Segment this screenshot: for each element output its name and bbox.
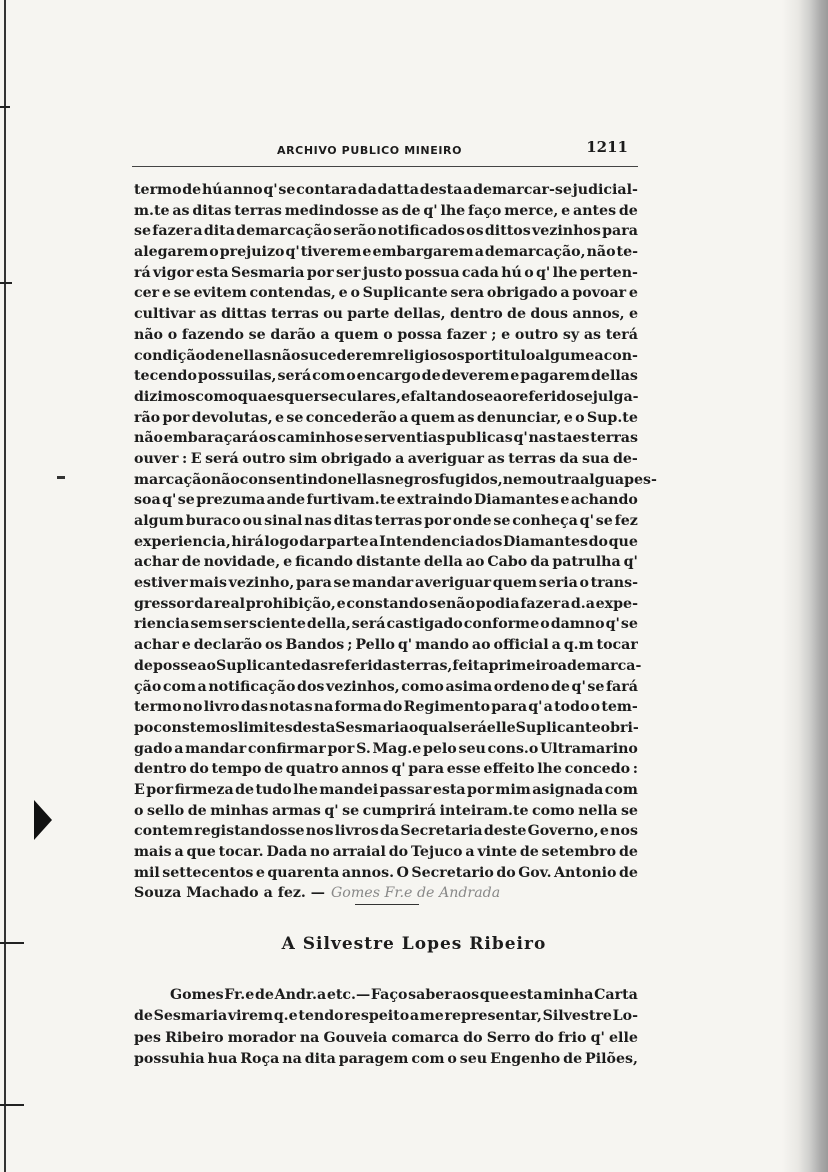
margin-tick [0,1104,24,1106]
section-separator [355,904,419,905]
margin-line [4,0,6,1172]
text-line: gado a mandar confirmar por S. Mag.e pelo seu cons.o Ultramarino [134,740,638,757]
text-line: algum buraco ou sinal nas ditas terras por onde se conheça q' se fez [134,513,638,529]
text-line: estiver mais vezinho, para se mandar averiguar quem seria o trans- [134,575,638,592]
text-line: riencia sem ser sciente della, será castigado conforme o damno q' se [134,616,638,633]
section-body [134,985,638,1071]
margin-tick [0,106,10,108]
text-line: E por firmeza de tudo lhe mandei passar esta por mim asignada com [134,781,638,798]
page-header [132,138,638,164]
text-line: mais a que tocar. Dada no arraial do Tejuco a vinte de setembro de [134,844,638,860]
section-title: A Silvestre Lopes Ribeiro [281,934,547,954]
text-line: o sello de minhas armas q' se cumprirá inteiram.te como nella se [134,802,638,819]
text-line: marcação não consentindo nellas negros fugidos, nem outra algua pes- [134,471,657,488]
text-line: cer e se evitem contendas, e o Suplicante sera obrigado a povoar e [134,285,638,302]
text-line: Gomes Fr.e de Andr.a etc.— Faço saber aos que esta minha Carta [170,987,638,1003]
text-line: rá vigor esta Sesmaria por ser justo possua cada hú o q' lhe perten- [134,264,638,281]
text-line: de Sesmaria virem q.e tendo respeito a me representar, Silvestre Lo- [134,1008,638,1025]
text-line: mil settecentos e quarenta annos. O Secretario do Gov. Antonio de [134,864,638,881]
text-line: po constem os limites desta Sesmaria o qual será elle Suplicante obri- [134,719,639,736]
text-line: não embaraçará os caminhos e serventias publicas q' nas taes terras [134,430,638,447]
text-line: experiencia, hirá logo dar parte a Intendencia dos Diamantes do que [134,533,638,550]
text-line: dizimos como quaesquer seculares, e faltandose ao referido se julga- [134,388,639,405]
text-line: soa q' se prezuma ande furtivam.te extraindo Diamantes e achando [134,492,638,509]
text-line: contem registandosse nos livros da Secretaria deste Governo, e nos [134,823,638,840]
text-line: pes Ribeiro morador na Gouveia comarca do Serro do frio q' elle [134,1029,638,1046]
text-line: tecendo possuilas, será com o encargo de deverem e pagarem dellas [134,368,638,385]
text-line: rão por devolutas, e se concederão a quem as denunciar, e o Sup.te [134,409,638,426]
text-line: não o fazendo se darão a quem o possa fazer ; e outro sy as terá [134,326,638,343]
text-line: achar e declarão os Bandos ; Pello q' mando ao official a q.m tocar [134,637,638,654]
text-line: termo no livro das notas na forma do Regimento para q' a todo o tem- [134,699,638,716]
text-line: ção com a notificação dos vezinhos, como asima ordeno de q' se fará [134,678,638,695]
page-number: 1211 [586,138,628,156]
margin-dash [57,476,65,479]
text-line: de posse ao Suplicante das referidas terras, feita primeiro a demarca- [134,657,642,674]
text-line: achar de novidade, e ficando distante della ao Cabo da patrulha q' [134,554,638,571]
text-line: ouver : E será outro sim obrigado a averiguar as terras da sua de- [134,450,638,467]
text-line: dentro do tempo de quatro annos q' para esse effeito lhe concedo : [134,761,638,778]
text-line: alegarem o prejuizo q' tiverem e embargarem a demarcação, não te- [134,244,638,261]
page-edge-shadow [782,0,828,1172]
running-head: ARCHIVO PUBLICO MINEIRO [277,144,463,157]
text-line: se fazer a dita demarcação serão notificados os dittos vezinhos para [134,223,638,240]
closing-line [134,883,638,904]
text-line: m.te as ditas terras medindosse as de q' lhe faço merce, e antes de [134,202,638,219]
text-line: termo de hú anno q' se contara da datta desta a demarcar-se judicial- [134,182,638,198]
closing-text: Souza Machado a fez. — [134,885,325,902]
signature: Gomes Fr.e de Andrada [330,885,501,902]
text-line: condição de nellas não sucederem religiosos por titulo algum e acon- [134,347,638,364]
text-line: gressor da real prohibição, e constando senão podia fazer a d.a expe- [134,595,638,612]
body-text [134,180,657,904]
margin-tick [0,282,12,284]
text-line: cultivar as dittas terras ou parte dellas, dentro de dous annos, e [134,306,638,323]
pointer-triangle-icon [34,800,52,840]
text-line: possuhia hua Roça na dita paragem com o seu Engenho de Pilões, [134,1051,638,1068]
header-rule [132,166,638,167]
